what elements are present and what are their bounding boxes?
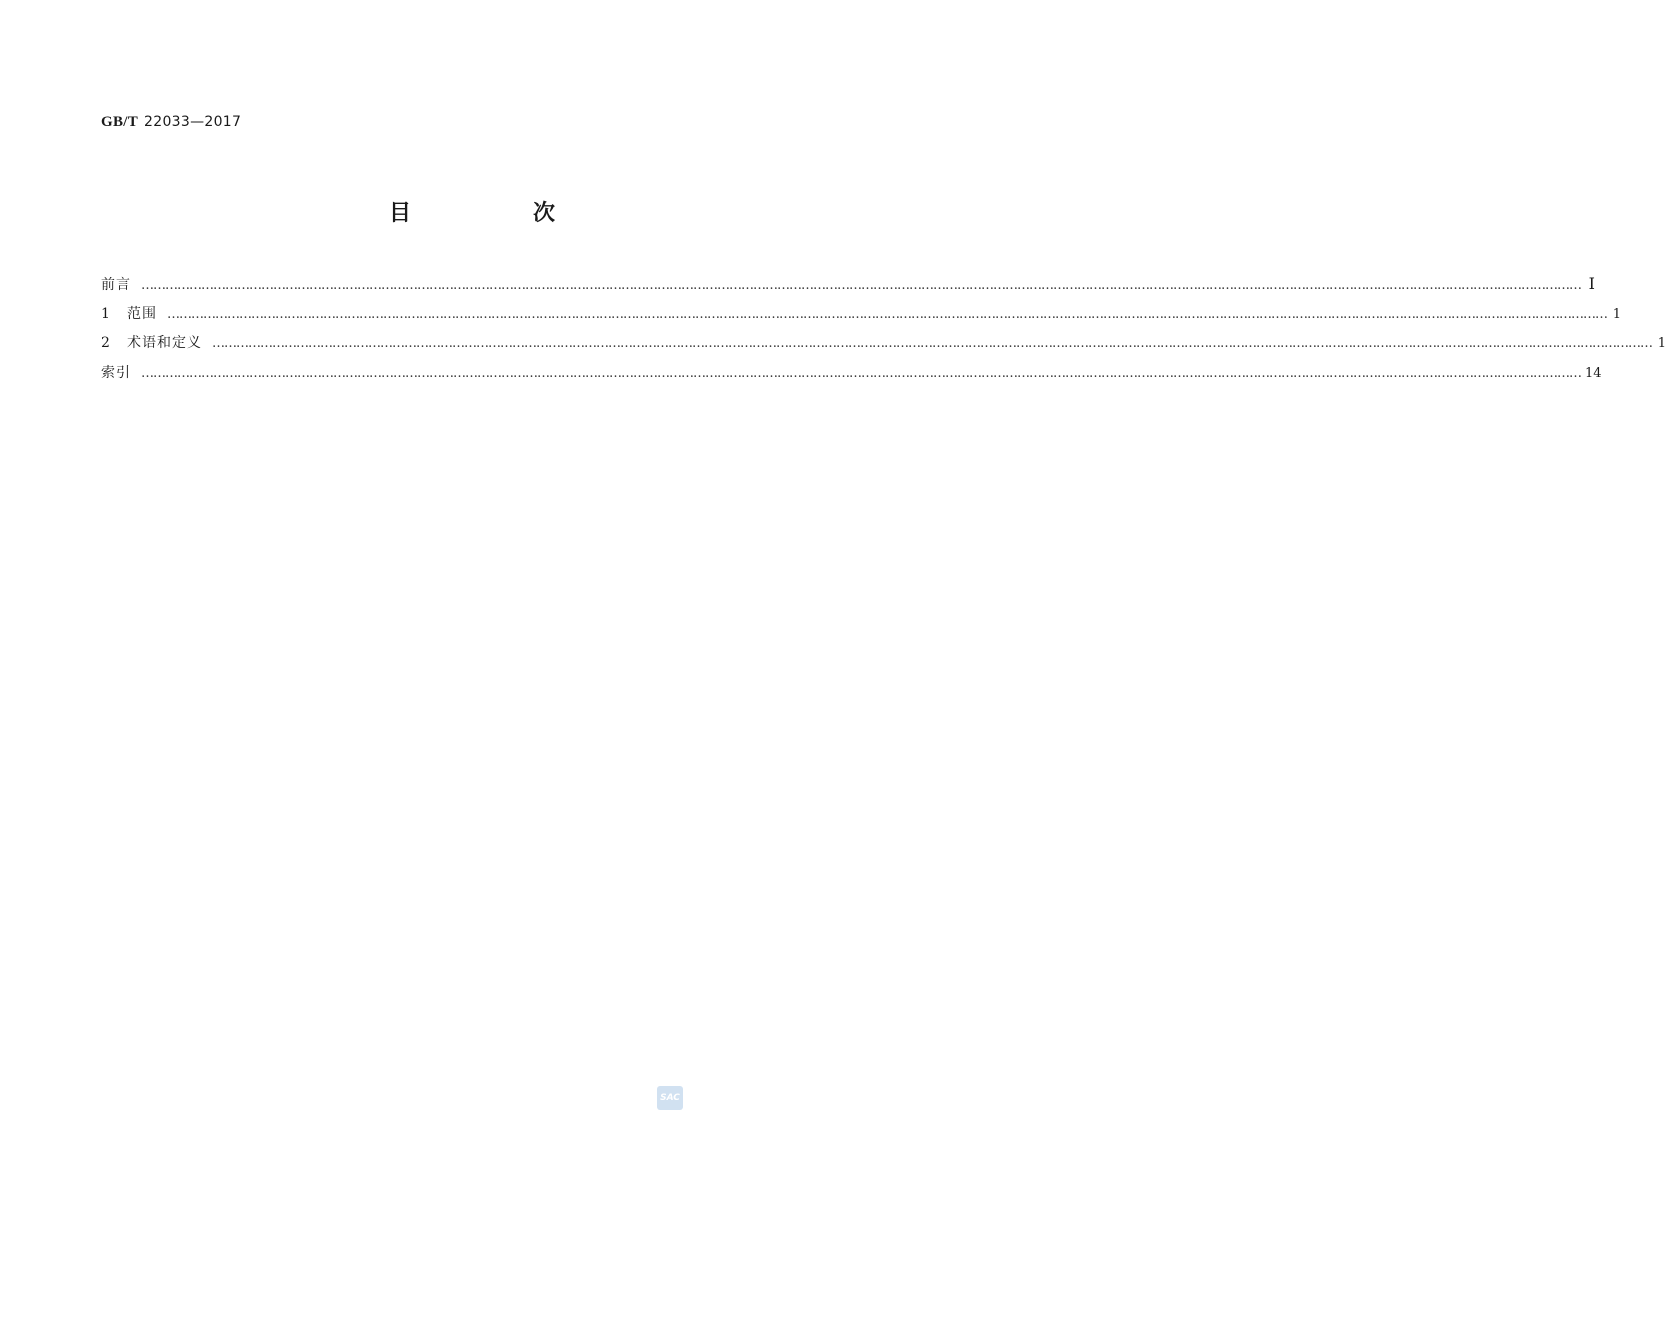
toc-entry-terms-definitions[interactable] bbox=[101, 331, 1666, 361]
standard-code: GB/T bbox=[101, 114, 139, 130]
toc-entry-index[interactable] bbox=[101, 361, 1602, 391]
toc-entry-scope[interactable] bbox=[101, 302, 1621, 332]
toc-page-number: 14 bbox=[1585, 365, 1602, 381]
standard-number bbox=[101, 114, 241, 131]
toc-entry-label: 前言 bbox=[101, 277, 131, 293]
toc-entry-foreword[interactable] bbox=[101, 272, 1595, 302]
toc-entry-number: 2 bbox=[101, 335, 110, 351]
toc-entry-label: 1 范围 bbox=[101, 302, 157, 326]
dot-leader: ……………………………………………………………………………………………………………………………………………………………………………………………………………………………………………………………………………………………………………………………… bbox=[141, 365, 1581, 381]
table-of-contents bbox=[101, 272, 1666, 390]
dot-leader: ……………………………………………………………………………………………………………………………………………………………………………………………………………………………………………………………………………………………………………………………… bbox=[167, 306, 1607, 322]
toc-entry-number: 1 bbox=[101, 305, 110, 322]
sac-watermark-logo: SAC bbox=[657, 1086, 683, 1110]
dot-leader: ……………………………………………………………………………………………………………………………………………………………………………………………………………………………………………………………………………………………………………………………… bbox=[141, 278, 1581, 293]
toc-entry-label: 2 术语和定义 bbox=[101, 331, 202, 355]
standard-year-number: 22033—2017 bbox=[144, 114, 242, 130]
toc-page-number: 1 bbox=[1612, 306, 1621, 322]
toc-entry-label: 索引 bbox=[101, 364, 131, 381]
toc-page-number: Ⅰ bbox=[1588, 274, 1595, 293]
page-title: 目 次 bbox=[388, 201, 605, 226]
dot-leader: ……………………………………………………………………………………………………………………………………………………………………………………………………………………………………………………………………………………………………………………………… bbox=[212, 336, 1652, 351]
toc-page-number: 1 bbox=[1657, 336, 1666, 351]
